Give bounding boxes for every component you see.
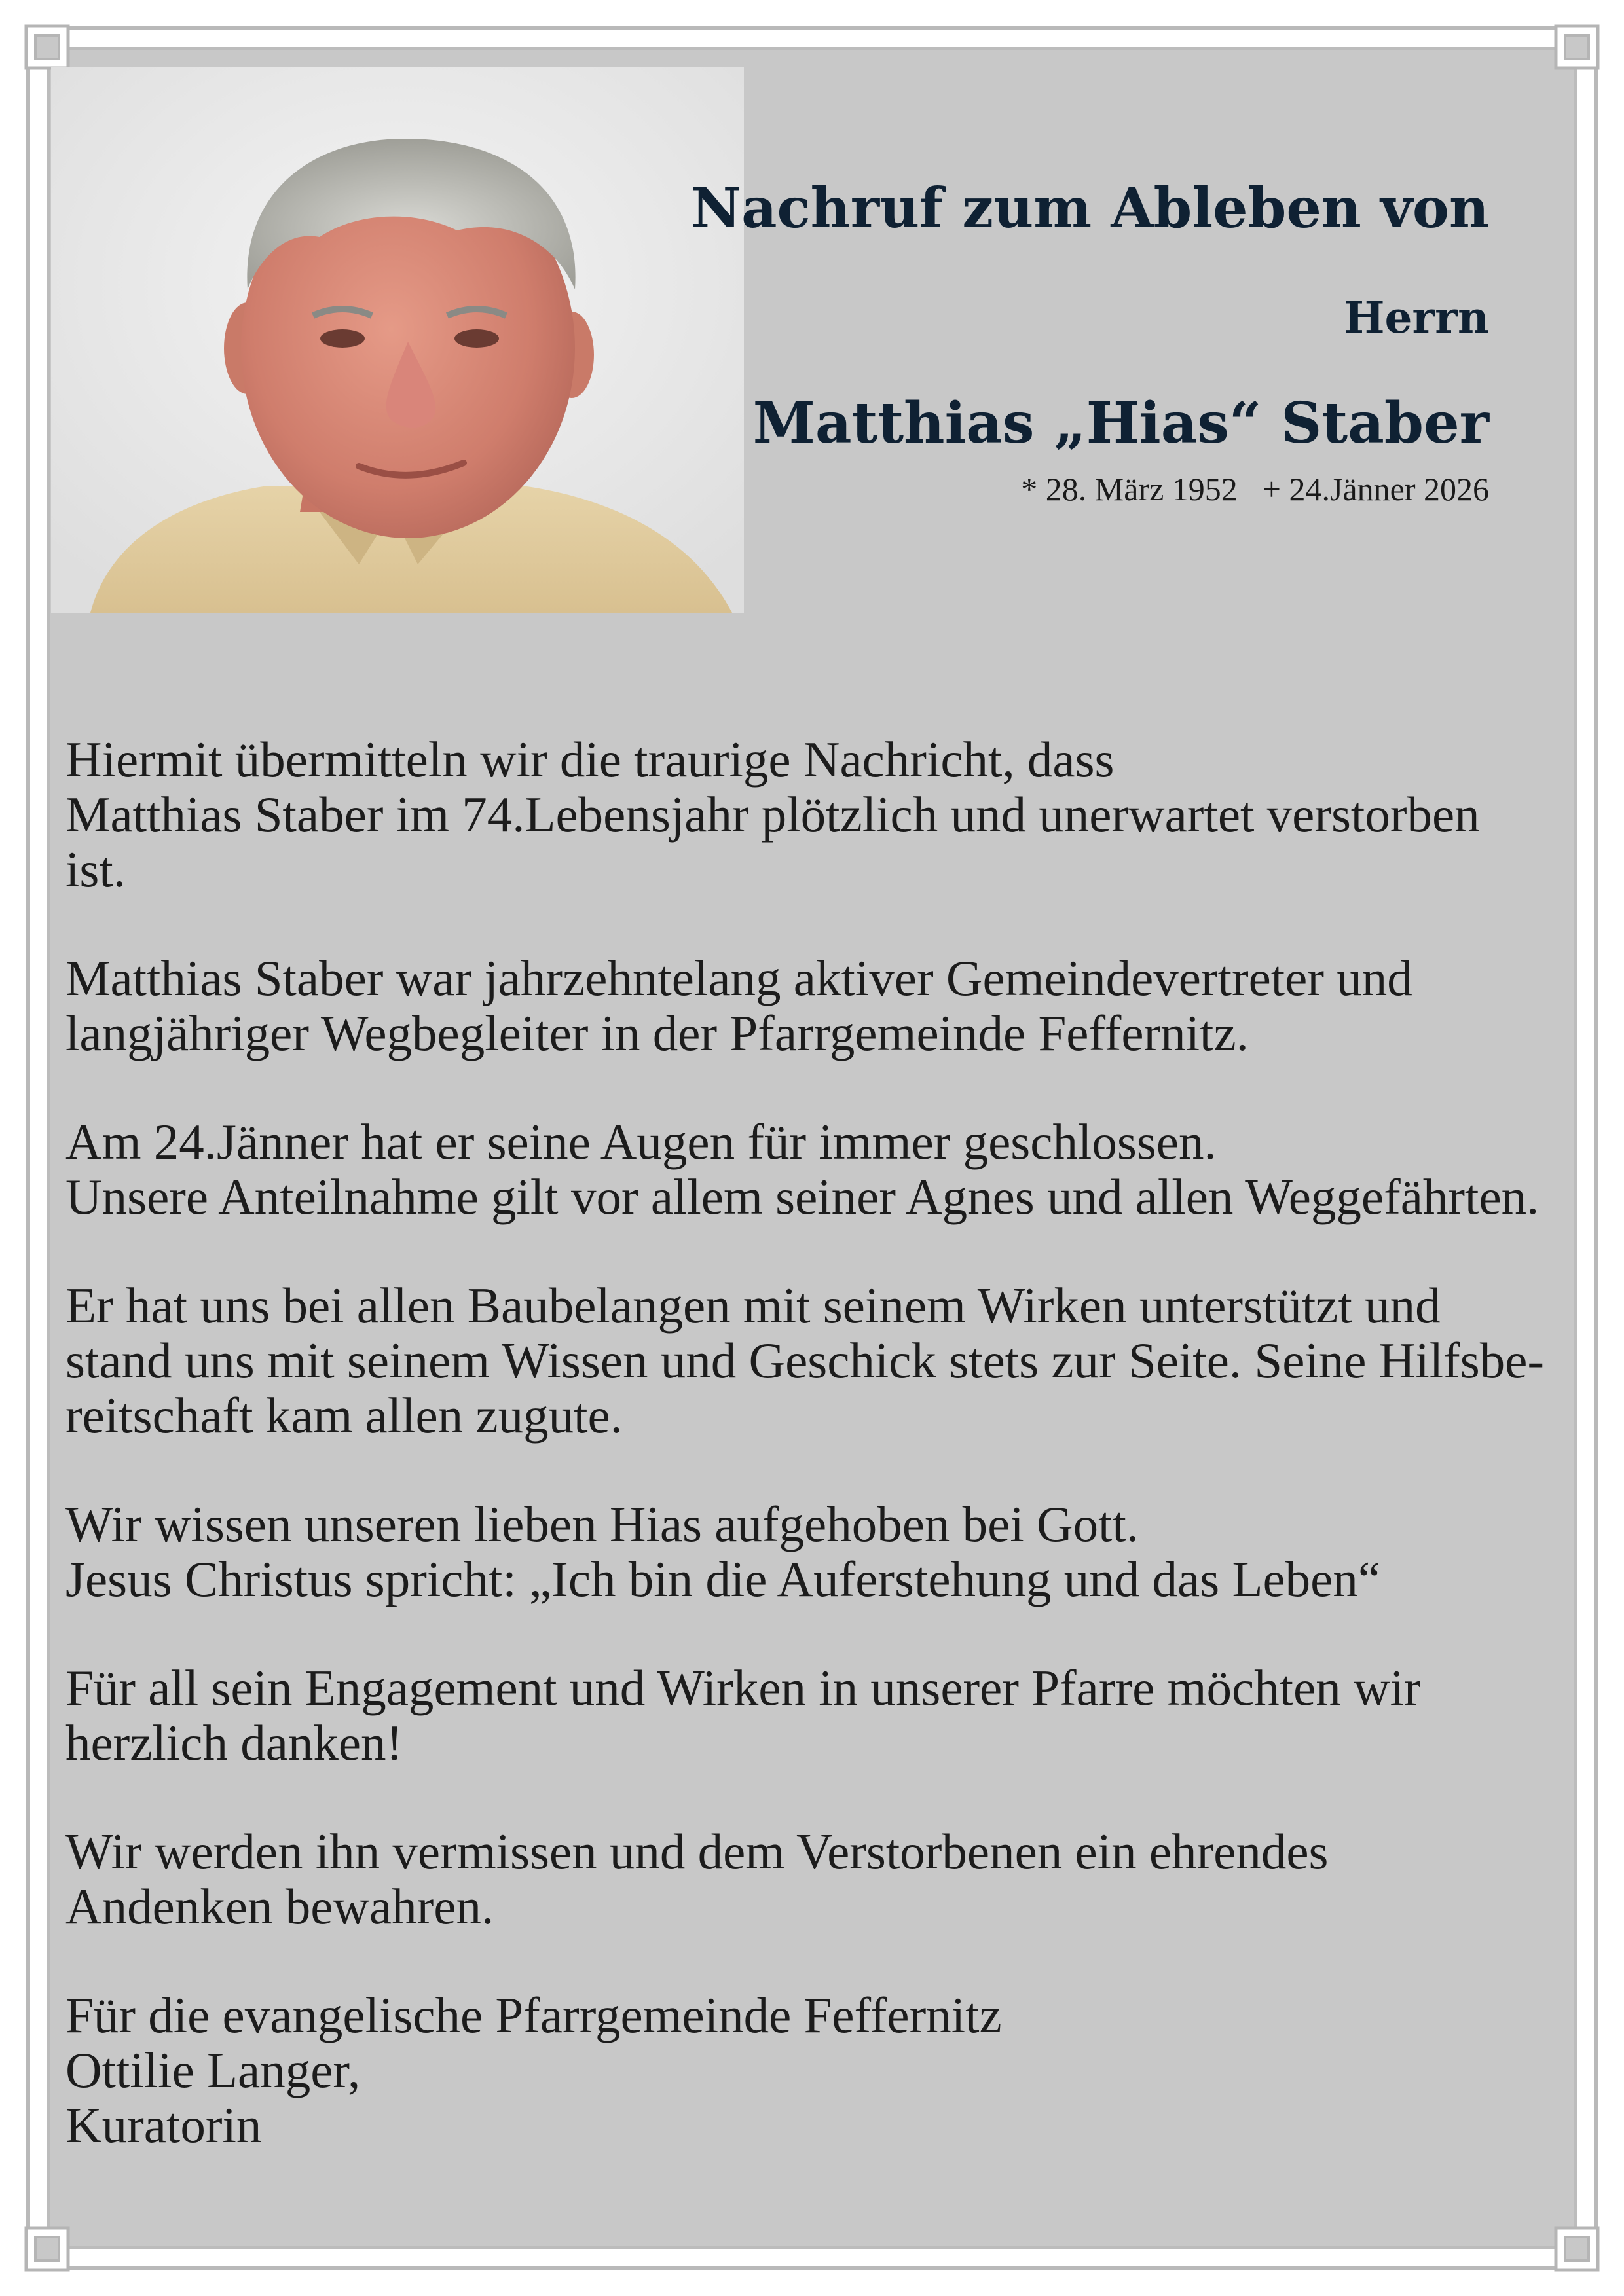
text-line: Am 24.Jänner hat er seine Augen für immer geschlossen. bbox=[65, 1114, 1217, 1170]
corner-ornament-bottom-left bbox=[24, 2225, 71, 2272]
text-line: langjähriger Wegbegleiter in der Pfarrgemeinde Feffernitz. bbox=[65, 1005, 1249, 1061]
honorific: Herrn bbox=[1344, 292, 1489, 343]
paragraph bbox=[65, 1660, 1585, 1770]
death-date: + 24.Jänner 2026 bbox=[1262, 471, 1489, 507]
text-line: Hiermit übermitteln wir die traurige Nachricht, dass bbox=[65, 731, 1115, 788]
text-line: Jesus Christus spricht: „Ich bin die Auferstehung und das Leben“ bbox=[65, 1551, 1381, 1607]
text-line: stand uns mit seinem Wissen und Geschick stets zur Seite. Seine Hilfsbe- bbox=[65, 1332, 1545, 1389]
text-line: ist. bbox=[65, 841, 126, 898]
text-line: Er hat uns bei allen Baubelangen mit seinem Wirken unterstützt und bbox=[65, 1277, 1441, 1334]
paragraph bbox=[65, 1497, 1585, 1607]
paragraph bbox=[65, 951, 1585, 1061]
corner-ornament-top-left bbox=[24, 24, 71, 71]
obituary-title: Nachruf zum Ableben von bbox=[691, 175, 1489, 240]
text-line: reitschaft kam allen zugute. bbox=[65, 1387, 623, 1444]
corner-ornament-top-right bbox=[1553, 24, 1600, 71]
text-line: Wir wissen unseren lieben Hias aufgehoben bei Gott. bbox=[65, 1496, 1139, 1552]
signatory-role: Kuratorin bbox=[65, 2097, 262, 2153]
portrait-photo bbox=[51, 67, 744, 613]
signature-block bbox=[65, 1988, 1585, 2153]
birth-date: * 28. März 1952 bbox=[1021, 471, 1238, 507]
text-line: Wir werden ihn vermissen und dem Verstorbenen ein ehrendes bbox=[65, 1823, 1329, 1880]
text-line: Matthias Staber im 74.Lebensjahr plötzlich und unerwartet verstorben bbox=[65, 786, 1480, 843]
paragraph bbox=[65, 1278, 1585, 1443]
life-dates bbox=[1021, 470, 1489, 508]
paragraph bbox=[65, 1114, 1585, 1224]
text-line: Matthias Staber war jahrzehntelang aktiver Gemeindevertreter und bbox=[65, 950, 1412, 1006]
paragraph bbox=[65, 1824, 1585, 1934]
text-line: herzlich danken! bbox=[65, 1715, 403, 1771]
paragraph bbox=[65, 732, 1585, 897]
text-line: Für all sein Engagement und Wirken in unserer Pfarre möchten wir bbox=[65, 1660, 1421, 1716]
signatory-name: Ottilie Langer, bbox=[65, 2042, 361, 2098]
text-line: Unsere Anteilnahme gilt vor allem seiner Agnes und allen Weggefährten. bbox=[65, 1169, 1540, 1225]
corner-ornament-bottom-right bbox=[1553, 2225, 1600, 2272]
obituary-body bbox=[65, 732, 1585, 2206]
text-line: Für die evangelische Pfarrgemeinde Feffernitz bbox=[65, 1987, 1002, 2043]
deceased-name: Matthias „Hias“ Staber bbox=[752, 390, 1489, 456]
text-line: Andenken bewahren. bbox=[65, 1878, 494, 1935]
